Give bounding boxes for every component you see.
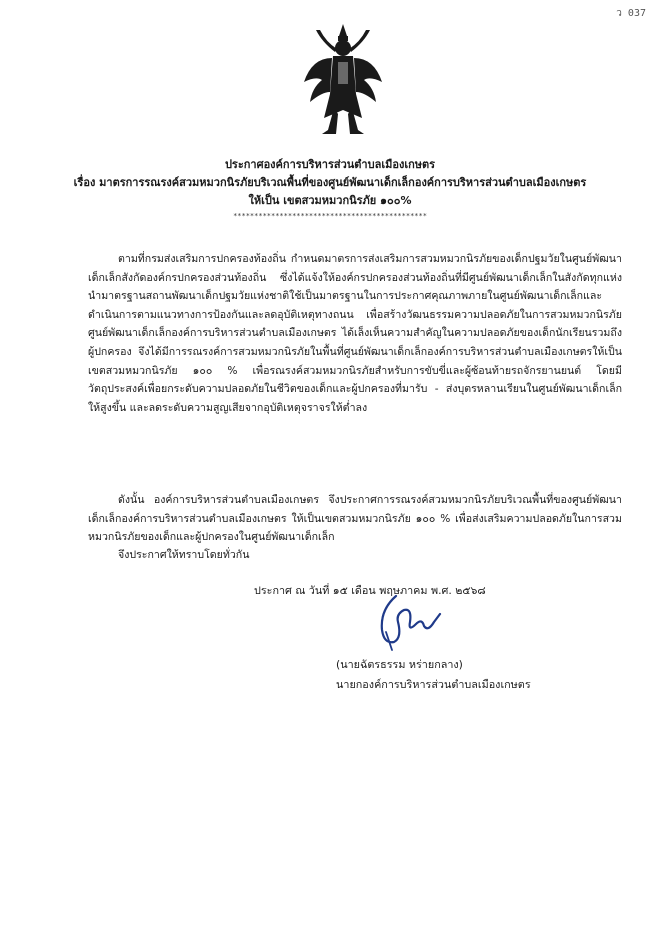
handwritten-signature: [368, 592, 458, 652]
announcement-subject-continued: ให้เป็น เขตสวมหมวกนิรภัย ๑๐๐%: [248, 194, 412, 207]
signatory-title: นายกองค์การบริหารส่วนตำบลเมืองเกษตร: [336, 678, 531, 691]
closing-line: จึงประกาศให้ทราบโดยทั่วกัน: [118, 549, 250, 561]
body-paragraph-2: ดังนั้น องค์การบริหารส่วนตำบลเมืองเกษตร จึงประกาศการรณรงค์สวมหมวกนิรภัยบริเวณพื้นที่ของศูนย์พัฒนาเด็กเล็กองค์การบริหารส่วนตำบลเมืองเกษตร ให้เป็นเขตสวมหมวกนิรภัย ๑๐๐ % เพื่อส่งเสริมความปลอดภัยในการสวมหมวกนิรภัยของเด็กและผู้ปกครองในศูนย์พัฒนาเด็กเล็ก: [88, 494, 622, 544]
body-paragraph-1: ตามที่กรมส่งเสริมการปกครองท้องถิ่น กำหนดมาตรการส่งเสริมการสวมหมวกนิรภัยของเด็กปฐมวัยในศูนย์พัฒนาเด็กเล็กสังกัดองค์กรปกครองส่วนท้องถิ่น ซึ่งได้แจ้งให้องค์กรปกครองส่วนท้องถิ่นที่มีศูนย์พัฒนาเด็กเล็กในสังกัดทุกแห่ง นำมาตรฐานสถานพัฒนาเด็กปฐมวัยแห่งชาติใช้เป็นมาตรฐานในการประกาศคุณภาพภายในศูนย์พัฒนาเด็กเล็กและดำเนินการตามแนวทางการป้องกันและลดอุบัติเหตุทางถนน เพื่อสร้างวัฒนธรรมความปลอดภัยในการสวมหมวกนิรภัย ศูนย์พัฒนาเด็กเล็กองค์การบริหารส่วนตำบลเมืองเกษตร ได้เล็งเห็นความสำคัญในความปลอดภัยของเด็กนักเรียนรวมถึงผู้ปกครอง จึงได้มีการรณรงค์การสวมหมวกนิรภัยในพื้นที่ศูนย์พัฒนาเด็กเล็กองค์การบริหารส่วนตำบลเมืองเกษตรให้เป็นเขตสวมหมวกนิรภัย ๑๐๐ % เพื่อรณรงค์สวมหมวกนิรภัยสำหรับการขับขี่และผู้ซ้อนท้ายรถจักรยานยนต์ โดยมีวัตถุประสงค์เพื่อยกระดับความปลอดภัยในชีวิตของเด็กและผู้ปกครองที่มารับ - ส่งบุตรหลานเรียนในศูนย์พัฒนาเด็กเล็กให้สูงขึ้น และลดระดับความสูญเสียจากอุบัติเหตุจราจรให้ต่ำลง: [88, 253, 622, 414]
dateline: ประกาศ ณ วันที่ ๑๕ เดือน พฤษภาคม พ.ศ. ๒๕๖๘: [254, 584, 486, 597]
divider-stars: **********************************************: [233, 212, 427, 220]
announcement-title: ประกาศองค์การบริหารส่วนตำบลเมืองเกษตร: [224, 158, 436, 171]
signatory-name: (นายฉัตรธรรม หร่ายกลาง): [336, 658, 463, 671]
garuda-emblem-icon: [302, 22, 384, 140]
page-number-mark: ว 037: [616, 8, 646, 19]
announcement-subject: เรื่อง มาตรการรณรงค์สวมหมวกนิรภัยบริเวณพื้นที่ของศูนย์พัฒนาเด็กเล็กองค์การบริหารส่วนตำบลเมืองเกษตร: [73, 176, 587, 189]
